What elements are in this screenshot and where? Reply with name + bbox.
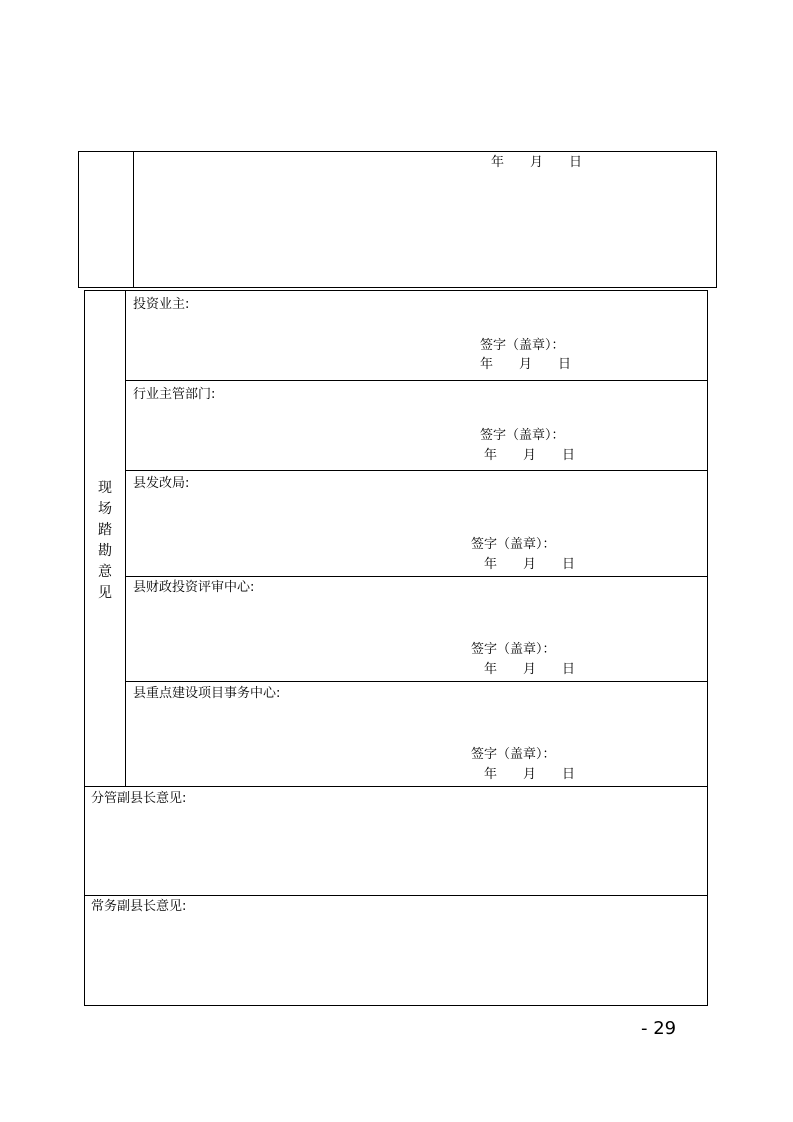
signature-date: 年 月 日 <box>484 448 576 463</box>
vice-county-head-opinion-label: 分管副县长意见: <box>91 791 187 806</box>
section-divider <box>125 470 708 471</box>
signature-date: 年 月 日 <box>484 662 576 677</box>
section-title-key-projects-center: 县重点建设项目事务中心: <box>133 686 281 701</box>
signature-label: 签字（盖章）： <box>471 747 556 762</box>
inspection-side-label <box>90 478 120 604</box>
signature-date: 年 月 日 <box>480 357 572 372</box>
section-divider <box>84 786 708 787</box>
side-label-char: 踏 <box>98 522 112 538</box>
section-title-industry-department: 行业主管部门: <box>133 387 216 402</box>
signature-date: 年 月 日 <box>484 557 576 572</box>
side-label-char: 见 <box>98 585 112 601</box>
page-number: - 29 <box>641 1018 677 1039</box>
side-label-char: 现 <box>98 480 112 496</box>
top-table-divider <box>133 151 134 288</box>
section-title-investor: 投资业主: <box>133 297 190 312</box>
executive-vice-county-head-opinion-label: 常务副县长意见: <box>91 899 187 914</box>
signature-label: 签字（盖章）： <box>480 338 565 353</box>
top-table <box>78 151 717 288</box>
side-label-char: 场 <box>98 501 112 517</box>
section-divider <box>125 681 708 682</box>
section-title-finance-review-center: 县财政投资评审中心: <box>133 580 255 595</box>
signature-label: 签字（盖章）： <box>471 642 556 657</box>
signature-label: 签字（盖章）： <box>471 537 556 552</box>
signature-label: 签字（盖章）： <box>480 428 565 443</box>
signature-date: 年 月 日 <box>484 767 576 782</box>
top-table-date: 年 月 日 <box>491 155 583 170</box>
section-divider <box>84 895 708 896</box>
side-label-char: 勘 <box>98 543 112 559</box>
section-title-development-reform-bureau: 县发改局: <box>133 476 190 491</box>
section-divider <box>125 576 708 577</box>
inspection-label-divider <box>125 290 126 786</box>
section-divider <box>125 380 708 381</box>
side-label-char: 意 <box>98 564 112 580</box>
